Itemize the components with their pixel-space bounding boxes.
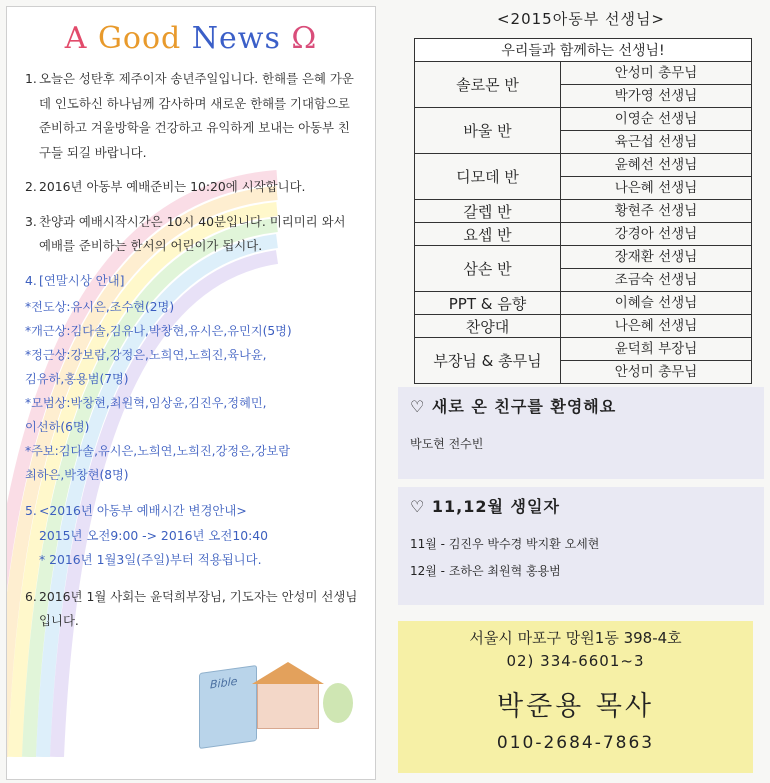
welcome-box	[398, 387, 764, 479]
teacher-row	[415, 108, 752, 131]
church-phone: 02) 334-6601~3	[506, 652, 645, 670]
award-model-student: *모범상:박창현,최원혁,임상윤,김진우,정혜민, 이선하(6명)	[25, 396, 267, 434]
teacher-name: 안성미 총무님	[561, 361, 752, 384]
teacher-name: 장재환 선생님	[561, 246, 752, 269]
teachers-subheading: 우리들과 함께하는 선생님!	[415, 39, 752, 62]
teachers-table	[414, 38, 752, 384]
pastor-mobile: 010-2684-7863	[496, 733, 655, 753]
class-name: 부장님 & 총무님	[415, 338, 561, 384]
announcement-2: 2. 2016년 아동부 예배준비는 10:20에 시작합니다.	[25, 179, 306, 194]
teacher-name: 이영순 선생님	[561, 108, 752, 131]
class-name: 바울 반	[415, 108, 561, 154]
birthday-box	[398, 487, 764, 605]
class-name: 갈렙 반	[415, 200, 561, 223]
teacher-name: 안성미 총무님	[561, 62, 752, 85]
announcement-6: 6. 2016년 1월 사회는 윤덕희부장님, 기도자는 안성미 선생님입니다.	[25, 588, 358, 628]
church-info	[398, 621, 753, 773]
teacher-name: 윤덕희 부장님	[561, 338, 752, 361]
teacher-name: 황현주 선생님	[561, 200, 752, 223]
teacher-name: 윤혜선 선생님	[561, 154, 752, 177]
teacher-row	[415, 315, 752, 338]
teacher-name: 이혜슬 선생님	[561, 292, 752, 315]
house-illustration	[257, 683, 319, 729]
church-address: 서울시 마포구 망원1동 398-4호	[469, 629, 682, 647]
announcements	[25, 67, 361, 644]
announcement-1: 1. 오늘은 성탄후 제주이자 송년주일입니다. 한해를 은혜 가운데 인도하신 하나님께 감사하며 새로운 한해를 기대함으로 준비하고 겨울방학을 건강하고 유익하게 보내는 아동부 친구들 되길 바랍니다.	[25, 71, 354, 160]
teacher-row	[415, 154, 752, 177]
teacher-name: 육근섭 선생님	[561, 131, 752, 154]
bible-illustration: Bible	[199, 665, 257, 749]
birthday-november: 11월 - 김진우 박수경 박지환 오세현	[410, 537, 600, 551]
class-name: 찬양대	[415, 315, 561, 338]
teacher-row	[415, 62, 752, 85]
good-news-title: A Good News Ω	[64, 21, 318, 56]
news-panel	[6, 6, 376, 780]
award-evangelism: *전도상:유시은,조수현(2명)	[25, 300, 175, 314]
tree-illustration	[323, 683, 353, 723]
teachers-heading: <2015아동부 선생님>	[496, 10, 666, 28]
award-list	[25, 295, 361, 487]
teachers-section	[398, 6, 764, 380]
class-name: 삼손 반	[415, 246, 561, 292]
teacher-name: 나은혜 선생님	[561, 177, 752, 200]
announcement-5: 5. <2016년 아동부 예배시간 변경안내> 2015년 오전9:00 -> 2016년 오전10:40 * 2016년 1월3일(주일)부터 적용됩니다.	[25, 503, 269, 567]
teacher-row	[415, 338, 752, 361]
announcement-3: 3. 찬양과 예배시작시간은 10시 40분입니다. 미리미리 와서 예배를 준비하는 한서의 어린이가 됩시다.	[25, 213, 346, 253]
class-name: 요셉 반	[415, 223, 561, 246]
teacher-row	[415, 246, 752, 269]
teacher-row	[415, 223, 752, 246]
class-name: PPT & 음향	[415, 292, 561, 315]
teacher-name: 강경아 선생님	[561, 223, 752, 246]
teacher-name: 박가영 선생님	[561, 85, 752, 108]
welcome-title: ♡ 새로 온 친구를 환영해요	[410, 397, 617, 416]
award-perfect-attendance: *개근상:김다솔,김유나,박창현,유시은,유민지(5명)	[25, 324, 292, 338]
class-name: 솔로몬 반	[415, 62, 561, 108]
pastor-name: 박준용 목사	[497, 691, 654, 722]
award-bulletin: *주보:김다솔,유시은,노희연,노희진,강정은,강보람 최하은,박창현(8명)	[25, 444, 291, 482]
announcement-4: 4. [연말시상 안내]	[25, 272, 125, 288]
teacher-row	[415, 200, 752, 223]
award-good-attendance: *정근상:강보람,강정은,노희연,노희진,육나윤, 김유하,홍용범(7명)	[25, 348, 267, 386]
birthday-december: 12월 - 조하은 최원혁 홍용범	[410, 564, 561, 578]
teacher-name: 나은혜 선생님	[561, 315, 752, 338]
teacher-name: 조금숙 선생님	[561, 269, 752, 292]
birthday-title: ♡ 11,12월 생일자	[410, 497, 560, 516]
teacher-row	[415, 292, 752, 315]
welcome-names: 박도현 전수빈	[410, 437, 484, 451]
class-name: 디모데 반	[415, 154, 561, 200]
